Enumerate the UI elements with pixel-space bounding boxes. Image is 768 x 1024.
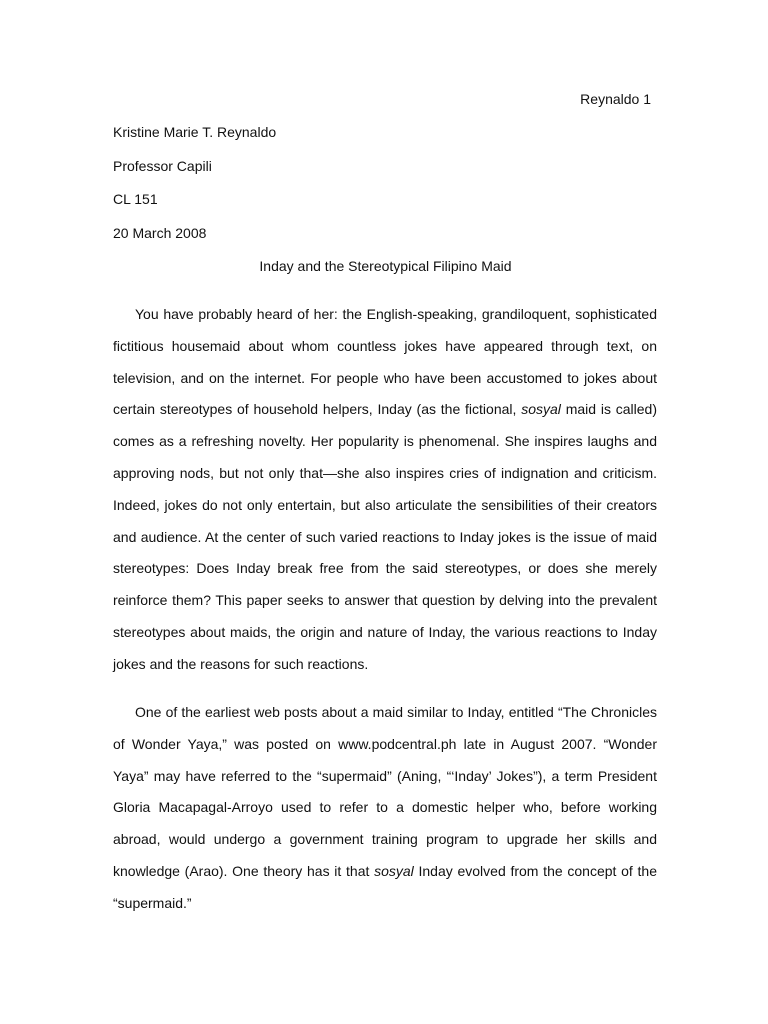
course-code: CL 151 (113, 191, 158, 207)
italic-term: sosyal (521, 401, 561, 418)
italic-term: sosyal (374, 862, 414, 879)
body-paragraph-2 (113, 697, 657, 920)
instructor-name: Professor Capili (113, 157, 212, 174)
paragraph-text: One of the earliest web posts about a maid similar to Inday, entitled “The Chronicles of Wonder Yaya,” was posted on www.podcentral.ph late in August 2007. “Wonder Yaya” may have referred to the “supermaid” (Aning, “‘Inday’ Jokes”), a term President Gloria Macapagal-Arroyo used to refer to a domestic helper who, before working abroad, would undergo a government training program to upgrade her skills and knowledge (Arao). One theory has it that (113, 704, 657, 879)
mla-heading (113, 122, 658, 256)
body-paragraph-1 (113, 299, 657, 681)
paper-title: Inday and the Stereotypical Filipino Maid (259, 258, 512, 274)
author-name: Kristine Marie T. Reynaldo (113, 124, 277, 140)
paragraph-text: Inday evolved from the concept of the “supermaid.” (113, 862, 657, 911)
paragraph-text: You have probably heard of her: the English-speaking, grandiloquent, sophisticated fictitious housemaid about whom countless jokes have appeared through text, on television, and on the internet. For people who have been accustomed to jokes about certain stereotypes of household helpers, Inday (as the fictional, (113, 306, 657, 418)
paper-date: 20 March 2008 (113, 224, 207, 241)
running-head: Reynaldo 1 (580, 91, 651, 107)
paragraph-text: maid is called) comes as a refreshing novelty. Her popularity is phenomenal. She inspires laughs and approving nods, but not only that—she also inspires cries of indignation and criticism. Indeed, jokes do not only entertain, but also articulate the sensibilities of their creators and audience. At the center of such varied reactions to Inday jokes is the issue of maid stereotypes: Does Inday break free from the said stereotypes, or does she merely reinforce them? This paper seeks to answer that question by delving into the prevalent stereotypes about maids, the origin and nature of Inday, the various reactions to Inday jokes and the reasons for such reactions. (113, 401, 657, 672)
